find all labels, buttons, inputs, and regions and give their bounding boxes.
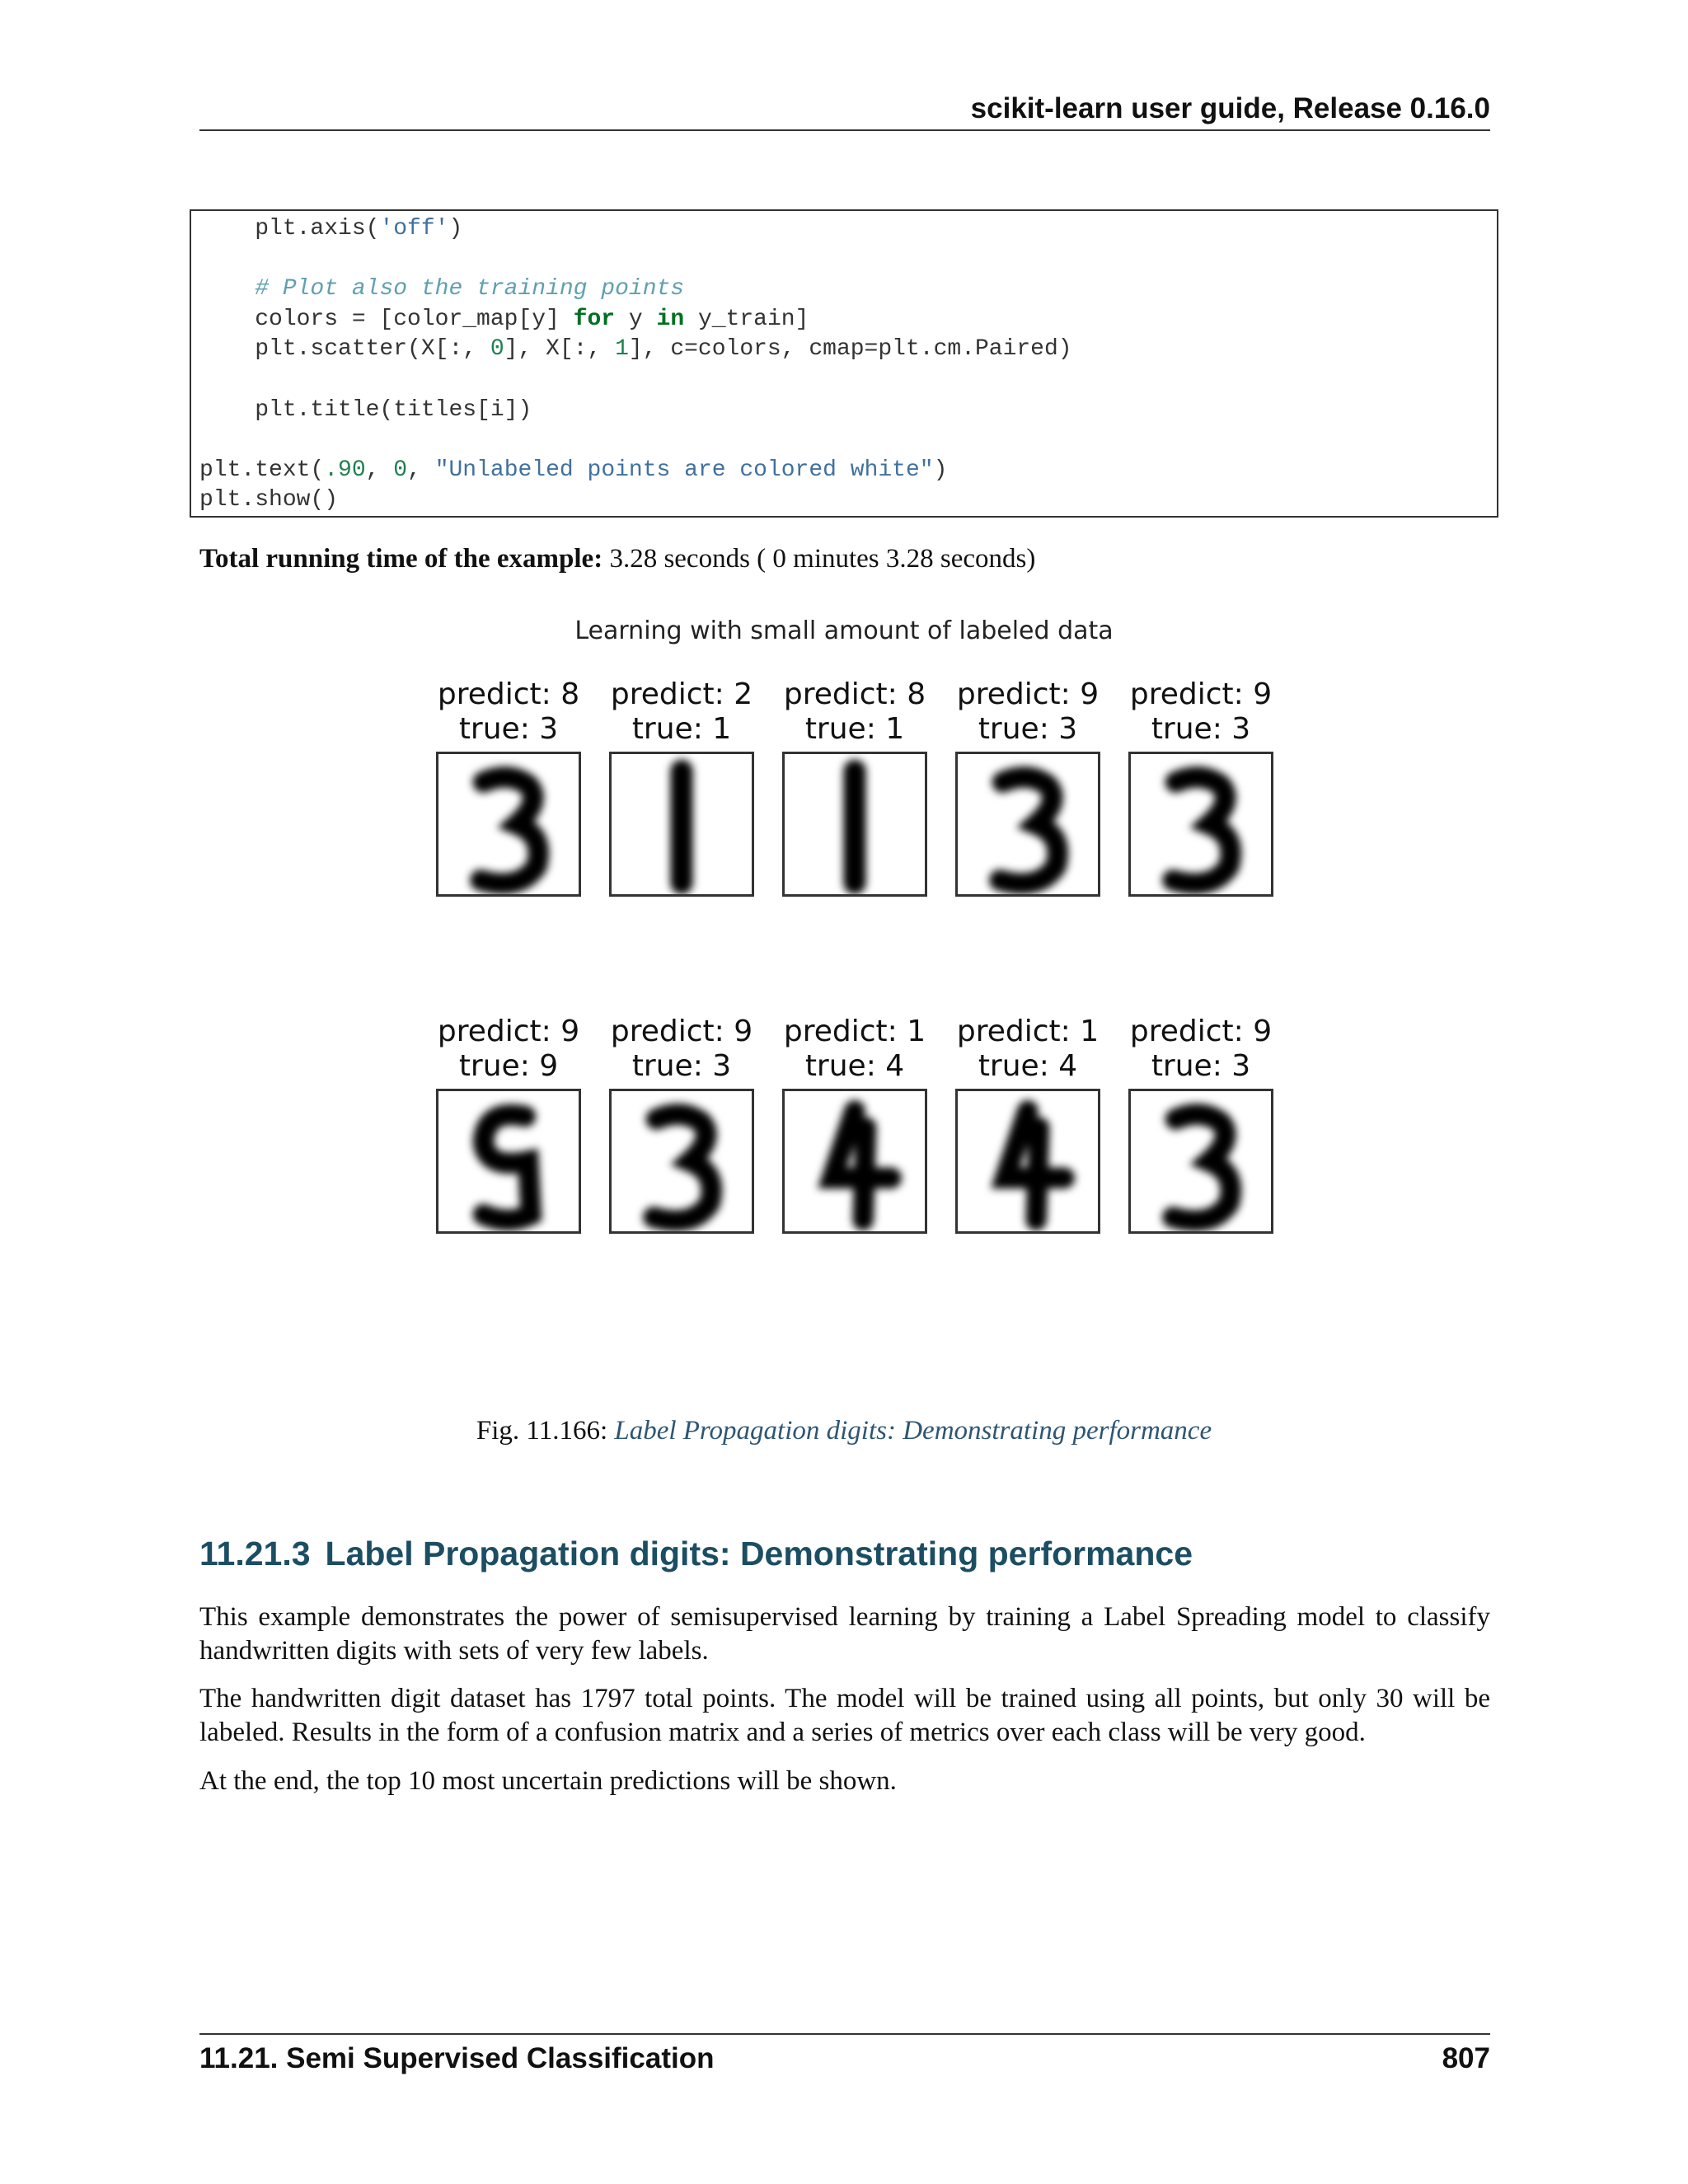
digit-image bbox=[609, 752, 754, 897]
code-token bbox=[199, 276, 255, 302]
predict-label: predict: 8 bbox=[783, 677, 926, 711]
code-token: ) bbox=[933, 457, 948, 483]
code-line bbox=[199, 456, 1497, 486]
figure-caption bbox=[0, 1416, 1688, 1446]
predict-label: predict: 8 bbox=[437, 677, 580, 711]
caption-link[interactable]: Label Propagation digits: Demonstrating performance bbox=[614, 1416, 1212, 1446]
predict-label: predict: 9 bbox=[610, 1015, 753, 1048]
code-token: plt.scatter(X[:, bbox=[199, 336, 490, 363]
code-block bbox=[190, 209, 1498, 518]
code-token: y_train] bbox=[684, 306, 809, 332]
code-token: "Unlabeled points are colored white" bbox=[434, 457, 934, 483]
predict-label: predict: 2 bbox=[610, 677, 753, 711]
code-token: , bbox=[407, 457, 435, 483]
true-label: true: 3 bbox=[1151, 712, 1251, 746]
code-token: plt.show() bbox=[199, 487, 339, 513]
code-token: ], X[:, bbox=[504, 336, 616, 363]
true-label: true: 9 bbox=[458, 1049, 559, 1083]
code-token: plt.axis( bbox=[199, 216, 380, 241]
true-label: true: 3 bbox=[978, 712, 1078, 746]
digit-image bbox=[609, 1089, 754, 1234]
code-line bbox=[199, 396, 1497, 426]
true-label: true: 1 bbox=[631, 712, 732, 746]
code-token: y bbox=[615, 306, 657, 332]
digit-panel bbox=[781, 677, 929, 897]
digit-image bbox=[1128, 1089, 1273, 1234]
code-token: in bbox=[656, 306, 685, 332]
true-label: true: 4 bbox=[804, 1049, 905, 1083]
code-line bbox=[199, 425, 1497, 456]
code-token: ], c=colors, cmap=plt.cm.Paired) bbox=[628, 336, 1072, 363]
code-token: for bbox=[573, 306, 616, 332]
code-token: , bbox=[365, 457, 394, 483]
true-label: true: 3 bbox=[458, 712, 559, 746]
code-token: 'off' bbox=[379, 216, 449, 241]
predict-label: predict: 1 bbox=[956, 1015, 1100, 1048]
figure-title: Learning with small amount of labeled data bbox=[574, 616, 1114, 645]
digit-panel bbox=[1127, 1015, 1275, 1234]
digit-image bbox=[436, 1089, 581, 1234]
code-token: # Plot also the training points bbox=[255, 276, 685, 302]
paragraph-dataset: The handwritten digit dataset has 1797 total points. The model will be trained using all points, but only 30 will be labeled. Results in the form of a confusion matrix and a series of metrics over each class will be very good. bbox=[199, 1684, 1490, 1747]
predict-label: predict: 9 bbox=[956, 677, 1100, 711]
code-token: ) bbox=[448, 216, 463, 241]
caption-prefix: Fig. 11.166: bbox=[476, 1416, 615, 1446]
digit-panel bbox=[434, 677, 583, 897]
predict-label: predict: 1 bbox=[783, 1015, 926, 1048]
code-token: 0 bbox=[393, 457, 408, 483]
code-token: .90 bbox=[324, 457, 366, 483]
running-time-label: Total running time of the example: bbox=[199, 544, 603, 574]
code-line bbox=[199, 365, 1497, 396]
digit-panel bbox=[607, 677, 756, 897]
true-label: true: 3 bbox=[1151, 1049, 1251, 1083]
digit-image bbox=[955, 752, 1100, 897]
digit-image bbox=[436, 752, 581, 897]
true-label: true: 3 bbox=[631, 1049, 732, 1083]
page-number: 807 bbox=[1442, 2042, 1490, 2074]
code-line bbox=[199, 305, 1497, 335]
code-line bbox=[199, 335, 1497, 365]
code-line bbox=[199, 274, 1497, 305]
footer-section: 11.21. Semi Supervised Classification bbox=[199, 2042, 715, 2074]
digit-panel bbox=[781, 1015, 929, 1234]
footer-rule bbox=[199, 2033, 1490, 2035]
paragraph-conclusion: At the end, the top 10 most uncertain predictions will be shown. bbox=[199, 1766, 897, 1796]
digit-panel bbox=[954, 1015, 1102, 1234]
running-header: scikit-learn user guide, Release 0.16.0 bbox=[970, 92, 1490, 124]
section-heading bbox=[199, 1535, 1193, 1573]
digit-panel bbox=[954, 677, 1102, 897]
digit-panel bbox=[434, 1015, 583, 1234]
code-line bbox=[199, 245, 1497, 275]
digit-image bbox=[782, 752, 927, 897]
running-time-value: 3.28 seconds ( 0 minutes 3.28 seconds) bbox=[603, 544, 1036, 574]
code-line bbox=[199, 485, 1497, 516]
digit-image bbox=[782, 1089, 927, 1234]
digit-panel bbox=[1127, 677, 1275, 897]
code-token: plt.text( bbox=[199, 457, 325, 483]
true-label: true: 1 bbox=[804, 712, 905, 746]
true-label: true: 4 bbox=[978, 1049, 1078, 1083]
predict-label: predict: 9 bbox=[1129, 677, 1273, 711]
section-title: Label Propagation digits: Demonstrating performance bbox=[325, 1535, 1193, 1572]
predict-label: predict: 9 bbox=[437, 1015, 580, 1048]
digit-panel bbox=[607, 1015, 756, 1234]
predict-label: predict: 9 bbox=[1129, 1015, 1273, 1048]
digit-image bbox=[1128, 752, 1273, 897]
code-token: 1 bbox=[615, 336, 629, 363]
digit-image bbox=[955, 1089, 1100, 1234]
section-number: 11.21.3 bbox=[199, 1535, 311, 1572]
code-token: 0 bbox=[490, 336, 504, 363]
code-token: plt.title(titles[i]) bbox=[199, 396, 532, 423]
code-token: colors = [color_map[y] bbox=[199, 306, 574, 332]
code-line bbox=[199, 214, 1497, 245]
paragraph-intro: This example demonstrates the power of semisupervised learning by training a Label Spreading model to classify handwritten digits with sets of very few labels. bbox=[199, 1602, 1490, 1666]
running-time bbox=[199, 544, 1035, 574]
header-rule bbox=[199, 129, 1490, 131]
